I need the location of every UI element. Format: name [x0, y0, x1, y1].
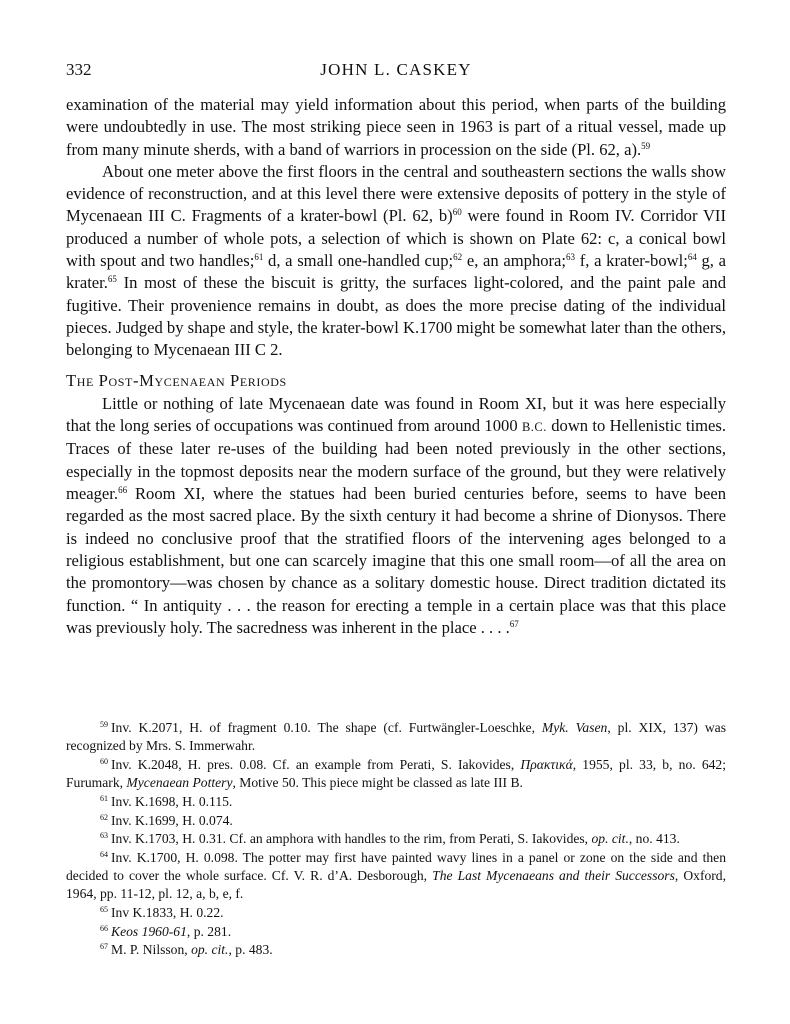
footnote-ref: 61: [254, 252, 264, 263]
text-run: Inv. K.2071, H. of fragment 0.10. The shape (cf. Furtwängler-Loeschke,: [111, 720, 542, 735]
footnote-ref: 63: [566, 252, 576, 263]
footnote-ref: 60: [452, 207, 462, 218]
footnote-number: 63: [100, 831, 108, 841]
footnote: [66, 793, 726, 811]
italic-title: Keos 1960-61: [111, 923, 187, 939]
text-run: Inv. K.2048, H. pres. 0.08. Cf. an example from Perati, S. Iakovides,: [111, 756, 521, 772]
text-run: , Motive 50. This piece might be classed as late III B.: [232, 775, 523, 791]
footnotes: [66, 719, 726, 960]
text-run: e, an amphora;: [462, 251, 567, 271]
footnote-ref: 62: [453, 252, 463, 263]
footnote: [66, 756, 726, 792]
text-run: g, a krater.: [66, 251, 727, 293]
footnote-number: 65: [100, 905, 108, 915]
text-run: Little or nothing of late Mycenaean date was found in Room XI, but it was here especially that the long series of occupations was continued from around 1000: [66, 393, 726, 436]
text-run: , Oxford, 1964, pp. 11-12, pl. 12, a, b, e, f.: [66, 868, 726, 902]
footnote-number: 59: [100, 720, 108, 729]
text-run: In most of these the biscuit is gritty, the surfaces light-colored, and the paint pale and fugitive. Their provenience remains in doubt, as does the more precise dating of the individual pieces. Judged by shape and style, the krater-bowl K.1700 might be somewhat later than the others, belonging to Mycenaean III C 2.: [66, 273, 727, 360]
text-run: , p. 483.: [228, 942, 273, 958]
footnote: [66, 941, 726, 959]
italic-title: op. cit.: [191, 942, 229, 958]
text-run: d, a small one-handled cup;: [263, 251, 454, 271]
paragraph-1: [66, 94, 726, 161]
text-run: , p. 281.: [186, 923, 232, 939]
paragraph-3: [66, 393, 726, 639]
text-run: Inv. K.1698, H. 0.115.: [111, 793, 233, 809]
text-run: , pl. XIX, 137) was recognized by Mrs. S. Immerwahr.: [66, 720, 726, 754]
body-text: [66, 94, 726, 639]
page-number: 332: [66, 60, 92, 79]
paragraph-2: [66, 161, 726, 362]
footnote: [66, 812, 726, 830]
footnote: [66, 923, 726, 941]
footnote-number: 67: [100, 942, 108, 952]
footnote: [66, 904, 726, 922]
footnote-ref: 59: [641, 140, 651, 151]
italic-title: op. cit.: [591, 831, 629, 847]
footnote-number: 60: [100, 756, 108, 766]
footnote: [66, 849, 726, 904]
text-run: Inv. K.1700, H. 0.098. The potter may first have painted wavy lines in a panel or zone on the side and then decided to cover the whole surface. Cf. V. R. d’A. Desborough,: [66, 849, 726, 884]
footnote-ref: 65: [107, 274, 117, 285]
text-run: down to Hellenistic times. Traces of these later re-uses of the building had been noted previously in the other sections, especially in the topmost deposits near the modern surface of the ground, but they were relatively meager.: [66, 416, 726, 504]
era-abbreviation: B.C.: [521, 420, 547, 435]
italic-title: Mycenaean Pottery: [126, 775, 233, 791]
text-run: , no. 413.: [628, 831, 680, 847]
footnote-number: 66: [100, 923, 108, 933]
text-run: were found in Room IV. Corridor VII produced a number of whole pots, a selection of which is shown on Plate 62: c, a conical bowl with spout and two handles;: [66, 206, 726, 271]
footnote-ref: 66: [118, 485, 128, 496]
section-heading: The Post-Mycenaean Periods: [66, 370, 287, 390]
italic-title: The Last Mycenaeans and their Successors: [432, 868, 675, 884]
page-header: [66, 58, 726, 82]
text-run: Inv. K.1699, H. 0.074.: [111, 812, 233, 828]
text-run: About one meter above the first floors in the central and southeastern sections the walls show evidence of reconstruction, and at this level there were extensive deposits of pottery in the style of Mycenaean III C. Fragments of a krater-bowl (Pl. 62, b): [66, 161, 726, 226]
footnote-number: 61: [100, 793, 108, 803]
italic-title: Myk. Vasen: [541, 720, 608, 735]
footnote: [66, 830, 726, 848]
text-run: examination of the material may yield information about this period, when parts of the building were undoubtedly in use. The most striking piece seen in 1963 is part of a ritual vessel, made up from many minute sherds, with a band of warriors in procession on the side (Pl. 62, a).: [66, 95, 726, 159]
text-run: Inv. K.1703, H. 0.31. Cf. an amphora with handles to the rim, from Perati, S. Iakovides,: [111, 831, 592, 847]
footnote-ref: 67: [509, 618, 519, 629]
text-run: Room XI, where the statues had been buried centuries before, seems to have been regarded as the most sacred place. By the sixth century it had become a shrine of Dionysos. There is indeed no conclusive proof that the stratified floors of the intervening ages belonged to a religious establishment, but one can scarcely imagine that this one small room—of all the area on the promontory—was chosen by chance as a solitary domestic house. Direct tradition dictated its function. “ In antiquity . . . the reason for erecting a temple in a certain place was that this place was previously holy. The sacredness was inherent in the place . . . .: [66, 484, 726, 637]
text-run: M. P. Nilsson,: [111, 942, 192, 958]
italic-title: Πρακτικά: [520, 756, 573, 772]
text-run: , 1955, pl. 33, b, no. 642; Furumark,: [66, 756, 726, 791]
text-run: f, a krater-bowl;: [575, 251, 688, 271]
footnote-ref: 64: [687, 252, 697, 263]
running-head: JOHN L. CASKEY: [320, 60, 472, 79]
footnote-number: 62: [100, 812, 108, 822]
footnote: [66, 719, 726, 755]
footnote-number: 64: [100, 849, 108, 859]
text-run: Inv K.1833, H. 0.22.: [111, 905, 224, 921]
